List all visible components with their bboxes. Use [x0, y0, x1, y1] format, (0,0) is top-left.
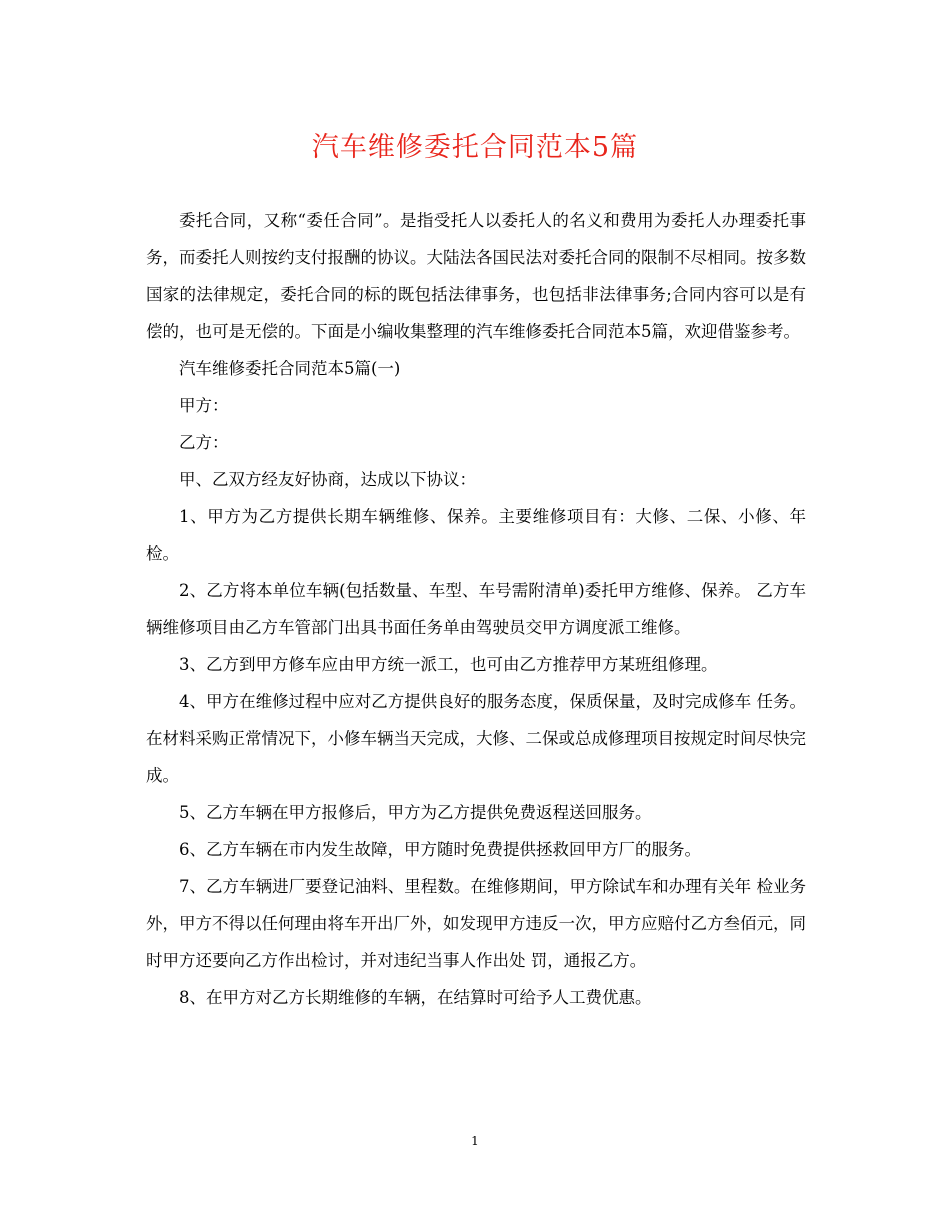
- document-title: 汽车维修委托合同范本5篇: [311, 132, 639, 163]
- page-number: 1: [471, 1134, 479, 1148]
- clause-8: 8、在甲方对乙方长期维修的车辆，在结算时可给予人工费优惠。: [179, 988, 652, 1007]
- document-body: [146, 202, 806, 1016]
- clause-4: 4、甲方在维修过程中应对乙方提供良好的服务态度，保质保量，及时完成修车 任务。在材料采购正常情况下，小修车辆当天完成，大修、二保或总成修理项目按规定时间尽快完成。: [146, 692, 806, 785]
- clause-1: 1、甲方为乙方提供长期车辆维修、保养。主要维修项目有：大修、二保、小修、年检。: [146, 507, 806, 563]
- section-heading: 汽车维修委托合同范本5篇(一): [179, 359, 401, 378]
- clause-6: 6、乙方车辆在市内发生故障，甲方随时免费提供拯救回甲方厂的服务。: [179, 840, 701, 859]
- party-b-line: 乙方：: [179, 433, 229, 452]
- clause-5: 5、乙方车辆在甲方报修后，甲方为乙方提供免费返程送回服务。: [179, 803, 652, 822]
- clause-3: 3、乙方到甲方修车应由甲方统一派工，也可由乙方推荐甲方某班组修理。: [179, 655, 718, 674]
- intro-paragraph: 委托合同，又称“委任合同”。是指受托人以委托人的名义和费用为委托人办理委托事务，而委托人则按约支付报酬的协议。大陆法各国民法对委托合同的限制不尽相同。按多数国家的法律规定，委托合同的标的既包括法律事务，也包括非法律事务;合同内容可以是有偿的，也可是无偿的。下面是小编收集整理的汽车维修委托合同范本5篇，欢迎借鉴参考。: [146, 211, 806, 341]
- agreement-intro: 甲、乙双方经友好协商，达成以下协议：: [179, 470, 476, 489]
- clause-7: 7、乙方车辆进厂要登记油料、里程数。在维修期间，甲方除试车和办理有关年 检业务外，甲方不得以任何理由将车开出厂外，如发现甲方违反一次，甲方应赔付乙方叁佰元，同时甲方还要向乙方作出检讨，并对违纪当事人作出处 罚，通报乙方。: [146, 877, 806, 970]
- clause-2: 2、乙方将本单位车辆(包括数量、车型、车号需附清单)委托甲方维修、保养。 乙方车辆维修项目由乙方车管部门出具书面任务单由驾驶员交甲方调度派工维修。: [146, 581, 806, 637]
- party-a-line: 甲方：: [179, 396, 229, 415]
